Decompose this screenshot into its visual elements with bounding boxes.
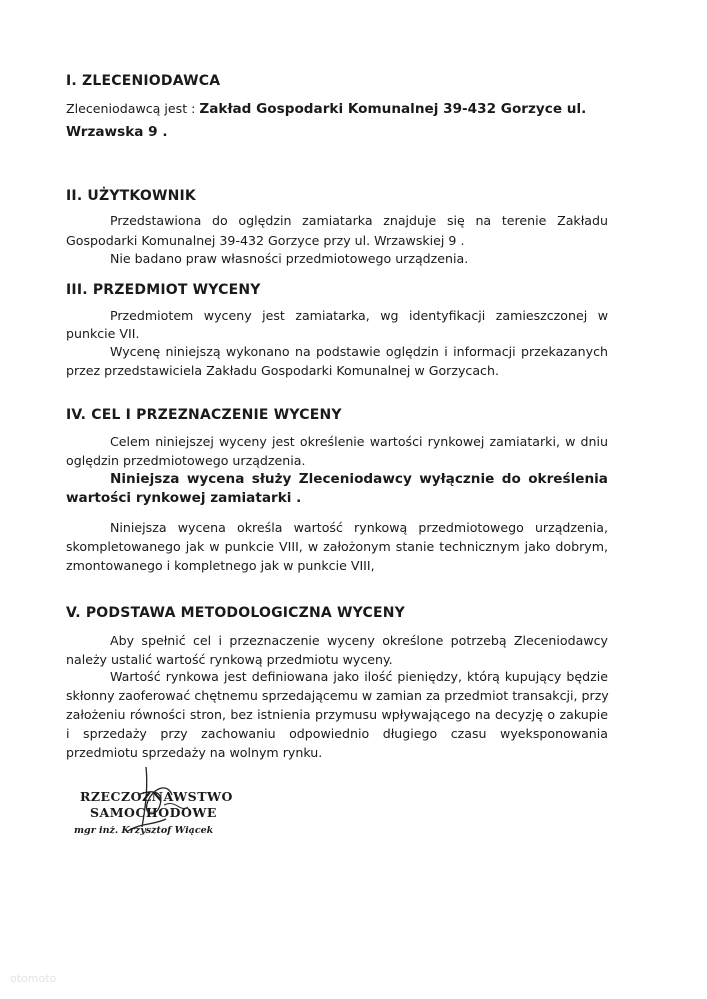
paragraph-line: Gospodarki Komunalnej 39-432 Gorzyce przy ul. Wrzawskiej 9 . [66,233,465,248]
paragraph-line: skłonny zaoferować chętnemu sprzedającemu w zamian za przedmiot transakcji, przy [66,688,609,703]
paragraph-line: Wycenę niniejszą wykonano na podstawie oględzin i informacji przekazanych [110,344,608,359]
paragraph-line: należy ustalić wartość rynkową przedmiotu wyceny. [66,652,393,667]
paragraph-line: skompletowanego jak w punkcie VIII, w założonym stanie technicznym jako dobrym, [66,539,608,554]
paragraph-line: przedmiotu sprzedaży na wolnym rynku. [66,745,323,760]
paragraph-line: przez przedstawiciela Zakładu Gospodarki Komunalnej w Gorzycach. [66,363,499,378]
paragraph-line: Aby spełnić cel i przeznaczenie wyceny określone potrzebą Zleceniodawcy [110,633,608,648]
paragraph-line: i sprzedaży przy zachowaniu odpowiednio długiego czasu wyeksponowania [66,726,608,741]
paragraph-line: oględzin przedmiotowego urządzenia. [66,453,306,468]
paragraph-line: zmontowanego i kompletnego jak w punkcie VIII, [66,558,375,573]
section-heading-podstawa-metodologiczna: V. PODSTAWA METODOLOGICZNA WYCENY [66,605,405,621]
paragraph-line [66,103,586,117]
paragraph-line-bold: wartości rynkowej zamiatarki . [66,490,302,506]
paragraph-line: punkcie VII. [66,326,140,341]
paragraph-line: założeniu równości stron, bez istnienia przymusu wpływającego na decyzję o zakupie [66,707,608,722]
client-name: Zakład Gospodarki Komunalnej 39-432 Gorzyce ul. [199,101,587,117]
stamp-line-2: SAMOCHODOWE [90,805,217,820]
paragraph-line: Przedmiotem wyceny jest zamiatarka, wg identyfikacji zamieszczonej w [110,308,608,323]
stamp-appraiser-name: mgr inż. Krzysztof Wiącek [74,825,214,836]
watermark: otomoto [10,972,57,985]
handwritten-signature [68,765,238,845]
paragraph-line-bold: Niniejsza wycena służy Zleceniodawcy wyłącznie do określenia [110,471,608,487]
paragraph-line: Wartość rynkowa jest definiowana jako ilość pieniędzy, którą kupujący będzie [110,669,608,684]
client-label: Zleceniodawcą jest : [66,101,200,116]
paragraph-line: Celem niniejszej wyceny jest określenie wartości rynkowej zamiatarki, w dniu [110,434,608,449]
client-address: Wrzawska 9 . [66,124,168,140]
section-heading-zleceniodawca: I. ZLECENIODAWCA [66,73,221,89]
section-heading-cel-wyceny: IV. CEL I PRZEZNACZENIE WYCENY [66,407,342,423]
appraiser-stamp [68,765,238,845]
paragraph-line: Nie badano praw własności przedmiotowego urządzenia. [110,251,469,266]
paragraph-line: Niniejsza wycena określa wartość rynkową przedmiotowego urządzenia, [110,520,608,535]
section-heading-przedmiot-wyceny: III. PRZEDMIOT WYCENY [66,282,261,298]
section-heading-uzytkownik: II. UŻYTKOWNIK [66,188,196,204]
paragraph-line: Przedstawiona do oględzin zamiatarka znajduje się na terenie Zakładu [110,213,608,228]
stamp-line-1: RZECZOZNAWSTWO [80,789,233,804]
